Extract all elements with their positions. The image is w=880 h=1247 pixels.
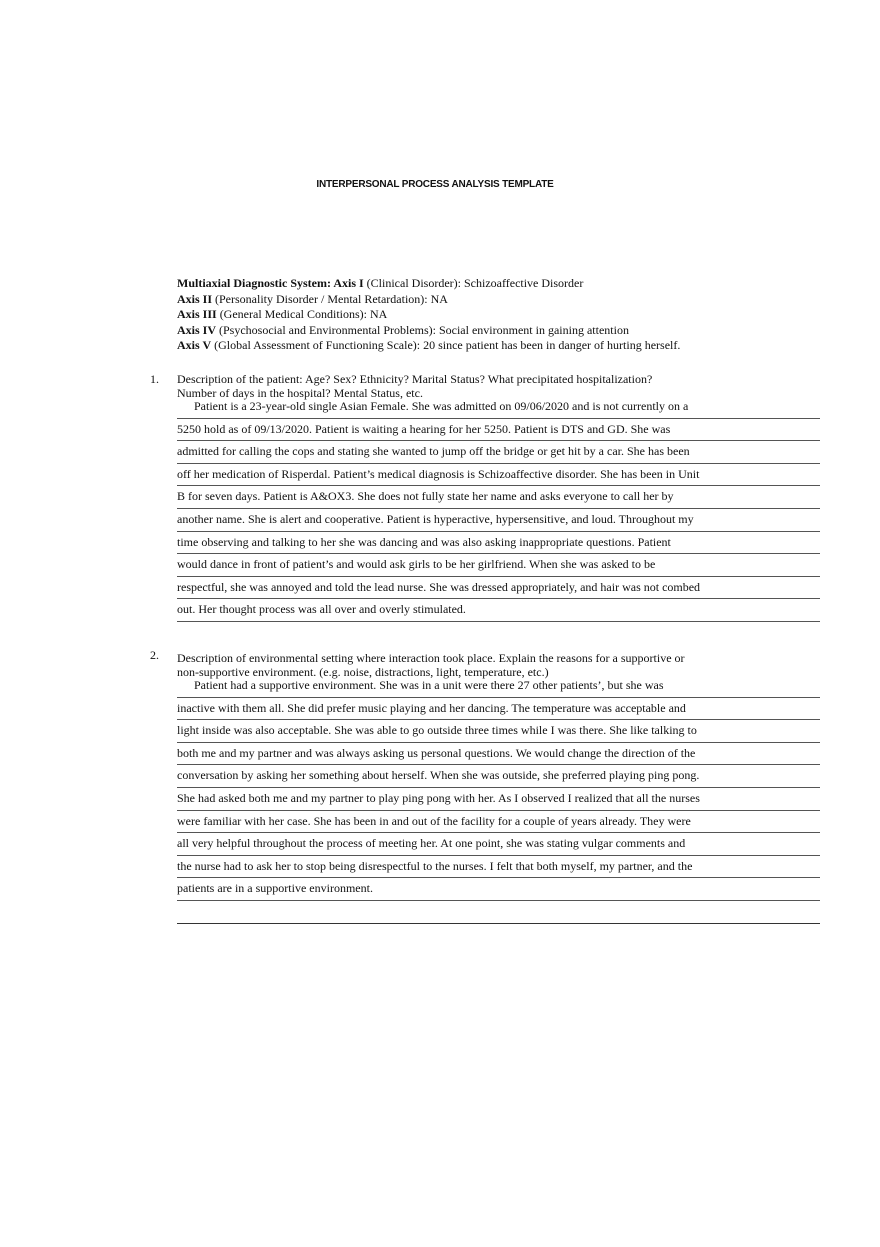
answer-line: She had asked both me and my partner to play ping pong with her. As I observed I realized that all the nurses — [177, 788, 820, 811]
answer-line: admitted for calling the cops and stating she wanted to jump off the bridge or get hit by a car. She has been — [177, 441, 820, 464]
document-title: INTERPERSONAL PROCESS ANALYSIS TEMPLATE — [316, 179, 554, 190]
section-1-answer[interactable] — [177, 396, 820, 622]
answer-line: respectful, she was annoyed and told the lead nurse. She was dressed appropriately, and hair was not combed — [177, 577, 820, 600]
answer-line: light inside was also acceptable. She was able to go outside three times while I was there. She like talking to — [177, 720, 820, 743]
answer-line: Patient is a 23-year-old single Asian Female. She was admitted on 09/06/2020 and is not currently on a — [177, 396, 820, 419]
axis-2: Axis II (Personality Disorder / Mental Retardation): NA — [177, 291, 448, 306]
answer-line: inactive with them all. She did prefer music playing and her dancing. The temperature was acceptable and — [177, 698, 820, 721]
axis-3: Axis III (General Medical Conditions): NA — [177, 307, 388, 321]
answer-line: another name. She is alert and cooperative. Patient is hyperactive, hypersensitive, and loud. Throughout my — [177, 509, 820, 532]
answer-line: time observing and talking to her she was dancing and was also asking inappropriate questions. Patient — [177, 532, 820, 555]
axis-1: Multiaxial Diagnostic System: Axis I (Clinical Disorder): Schizoaffective Disorder — [177, 276, 584, 290]
answer-line: Patient had a supportive environment. She was in a unit were there 27 other patients’, but she was — [177, 675, 820, 698]
section-1-number: 1. — [150, 372, 159, 386]
axis-5: Axis V (Global Assessment of Functioning Scale): 20 since patient has been in danger of hurting herself. — [177, 338, 681, 352]
answer-line: conversation by asking her something about herself. When she was outside, she preferred playing ping pong. — [177, 765, 820, 788]
section-1-prompt: Description of the patient: Age? Sex? Ethnicity? Marital Status? What precipitated hospitalization? Number of days in the hospital? Mental Status, etc. — [177, 372, 653, 400]
answer-line: the nurse had to ask her to stop being disrespectful to the nurses. I felt that both myself, my partner, and the — [177, 856, 820, 879]
answer-line: all very helpful throughout the process of meeting her. At one point, she was stating vulgar comments and — [177, 833, 820, 856]
answer-line: B for seven days. Patient is A&OX3. She does not fully state her name and asks everyone to call her by — [177, 486, 820, 509]
section-2-prompt: Description of environmental setting where interaction took place. Explain the reasons for a supportive or non-supportive environment. (e.g. noise, distractions, light, temperature, etc.) — [177, 651, 685, 679]
section-2-answer[interactable] — [177, 675, 820, 924]
answer-line: 5250 hold as of 09/13/2020. Patient is waiting a hearing for her 5250. Patient is DTS and GD. She was — [177, 419, 820, 442]
axis-4: Axis IV (Psychosocial and Environmental Problems): Social environment in gaining attention — [177, 322, 629, 337]
answer-line: patients are in a supportive environment. — [177, 878, 820, 901]
answer-line: would dance in front of patient’s and would ask girls to be her girlfriend. When she was asked to be — [177, 554, 820, 577]
blank-answer-line — [177, 901, 820, 924]
multiaxial-diagnosis — [177, 276, 680, 354]
answer-line: both me and my partner and was always asking us personal questions. We would change the direction of the — [177, 743, 820, 766]
answer-line: were familiar with her case. She has been in and out of the facility for a couple of years already. They were — [177, 811, 820, 834]
section-2-number: 2. — [150, 648, 159, 662]
answer-line: out. Her thought process was all over and overly stimulated. — [177, 599, 820, 622]
answer-line: off her medication of Risperdal. Patient’s medical diagnosis is Schizoaffective disorder. She has been in Unit — [177, 464, 820, 487]
